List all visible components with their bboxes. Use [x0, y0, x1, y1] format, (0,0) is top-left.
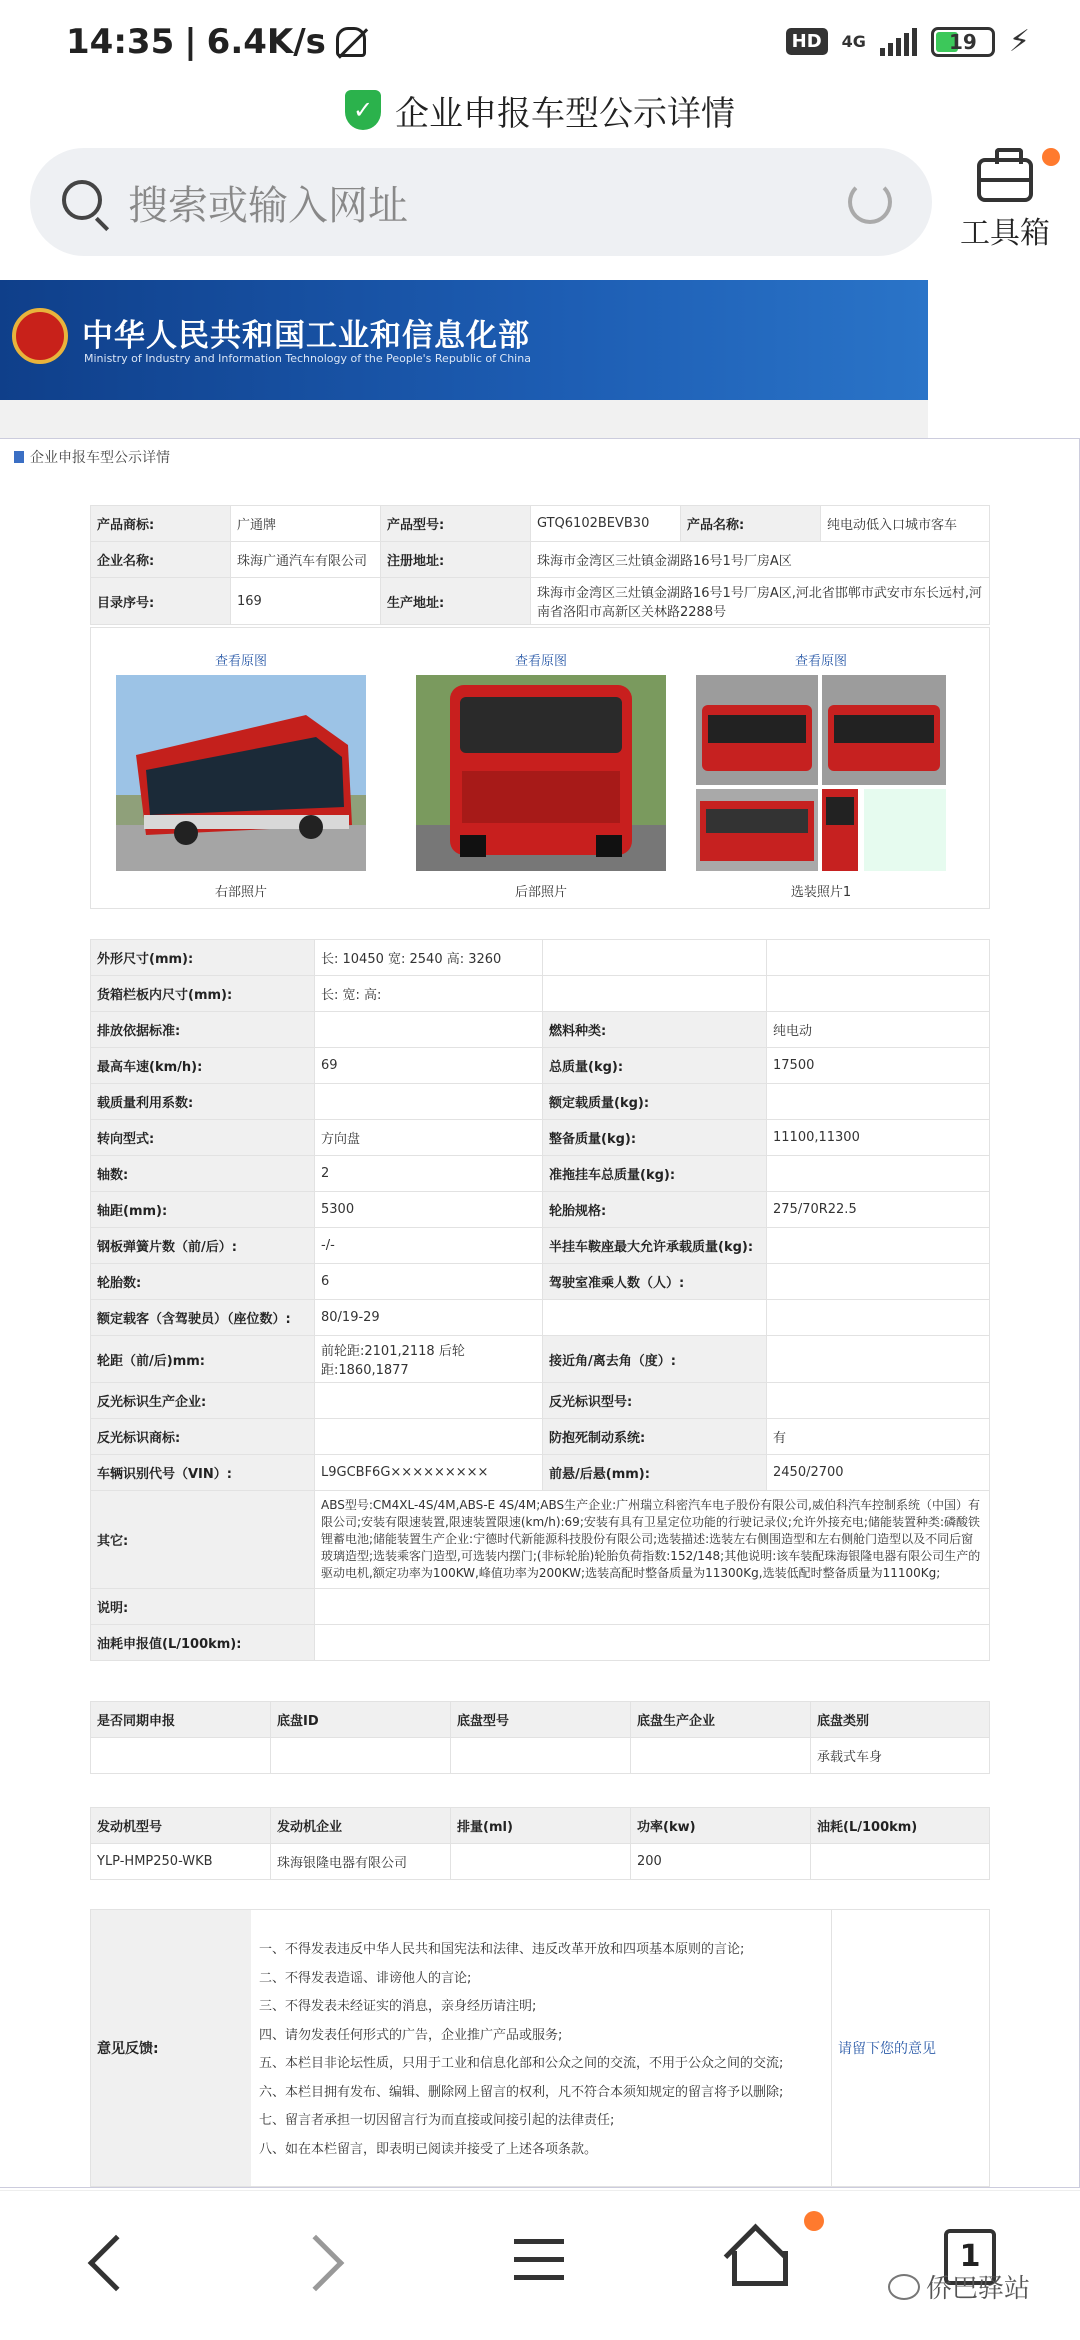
charging-icon: ⚡	[1008, 24, 1030, 59]
refresh-icon[interactable]	[848, 180, 892, 224]
spec-label: 整备质量(kg):	[543, 1120, 767, 1156]
spec-label: 防抱死制动系统:	[543, 1419, 767, 1455]
photo-caption-rear: 后部照片	[514, 885, 567, 900]
spec-row-note	[91, 1589, 990, 1625]
spec-label: 驾驶室准乘人数（人）:	[543, 1264, 767, 1300]
chassis-header: 底盘生产企业	[631, 1702, 811, 1738]
spec-value	[767, 1084, 990, 1120]
breadcrumb	[14, 447, 170, 467]
breadcrumb-label: 企业申报车型公示详情	[30, 450, 170, 466]
view-original-link[interactable]: 查看原图	[794, 654, 847, 669]
page-title: 企业申报车型公示详情	[395, 93, 735, 134]
status-left: 14:35 | 6.4K/s	[66, 22, 366, 62]
feedback-rule: 一、不得发表违反中华人民共和国宪法和法律、违反改革开放和四项基本原则的言论;	[259, 1942, 745, 1957]
spec-value: 纯电动	[767, 1012, 990, 1048]
spec-value	[767, 1300, 990, 1336]
spec-label	[543, 976, 767, 1012]
photo-right	[111, 628, 371, 900]
spec-label	[543, 1300, 767, 1336]
battery-icon	[931, 27, 995, 57]
spec-value: 有	[767, 1419, 990, 1455]
forward-button[interactable]	[296, 2243, 336, 2313]
spec-label: 轮胎数:	[91, 1264, 315, 1300]
network-type: 4G	[841, 31, 866, 51]
feedback-label: 意见反馈:	[91, 1910, 251, 2186]
spec-label: 反光标识型号:	[543, 1383, 767, 1419]
page-title-bar	[0, 80, 1080, 140]
bus-side-image	[116, 675, 366, 871]
spec-row	[91, 1383, 990, 1419]
spec-row	[91, 1455, 990, 1491]
spec-value	[767, 1156, 990, 1192]
spec-value	[767, 976, 990, 1012]
home-notification-dot	[804, 2211, 824, 2231]
spec-label: 总质量(kg):	[543, 1048, 767, 1084]
spec-value	[767, 1228, 990, 1264]
value-reg-address: 珠海市金湾区三灶镇金湖路16号1号厂房A区	[531, 542, 990, 578]
chassis-header: 是否同期申报	[91, 1702, 271, 1738]
value-brand: 广通牌	[231, 506, 381, 542]
value-catalog-no: 169	[231, 578, 381, 625]
spec-label: 额定载客（含驾驶员）（座位数）:	[91, 1300, 315, 1336]
view-original-link[interactable]: 查看原图	[214, 654, 267, 669]
spec-row-oil	[91, 1625, 990, 1661]
spec-row	[91, 1228, 990, 1264]
detail-page	[0, 438, 1080, 2188]
toolbox-button[interactable]	[950, 150, 1060, 260]
home-button[interactable]	[728, 2227, 782, 2297]
spec-row	[91, 976, 990, 1012]
spec-value: 长: 10450 宽: 2540 高: 3260	[315, 940, 543, 976]
spec-row-other	[91, 1491, 990, 1589]
spec-label: 轮胎规格:	[543, 1192, 767, 1228]
spec-value: L9GCBF6G×××××××××	[315, 1455, 543, 1491]
bus-optional-image	[696, 675, 946, 871]
spec-value: 80/19-29	[315, 1300, 543, 1336]
engine-header: 排量(ml)	[451, 1808, 631, 1844]
spec-label: 货箱栏板内尺寸(mm):	[91, 976, 315, 1012]
engine-header: 功率(kw)	[631, 1808, 811, 1844]
tabs-count: 1	[944, 2229, 996, 2285]
value-other: ABS型号:CM4XL-4S/4M,ABS-E 4S/4M;ABS生产企业:广州瑞立科密汽车电子股份有限公司,威伯科汽车控制系统（中国）有限公司;安装有限速装置,限速装置限速(km/h):69;安装有具有卫星定位功能的行驶记录仪;允许外接充电;储能装置种类:磷酸铁锂蓄电池;储能装置生产企业:宁德时代新能源科技股份有限公司;选装描述:选装左右侧围造型和左右侧舱门造型以及不同后窗玻璃造型;选装乘客门造型,可选装内摆门;(非标轮胎)轮胎负荷指数:152/148;其他说明:该车装配珠海银隆电器有限公司生产的驱动电机,额定功率为100KW,峰值功率为200KW;选装高配时整备质量为11300Kg,选装低配时整备质量为11100Kg;	[315, 1491, 990, 1589]
label-model: 产品型号:	[381, 506, 531, 542]
spec-label: 转向型式:	[91, 1120, 315, 1156]
basic-info-table	[90, 505, 990, 625]
view-original-link[interactable]: 查看原图	[514, 654, 567, 669]
value-prod-address: 珠海市金湾区三灶镇金湖路16号1号厂房A区,河北省邯郸市武安市东长远村,河南省洛阳市高新区关林路2288号	[531, 578, 990, 625]
chassis-cell	[631, 1738, 811, 1774]
spec-value	[767, 1336, 990, 1383]
spec-value: 2	[315, 1156, 543, 1192]
engine-cell	[451, 1844, 631, 1880]
feedback-rule: 五、本栏目非论坛性质，只用于工业和信息化部和公众之间的交流，不用于公众之间的交流;	[259, 2056, 784, 2071]
notification-dot	[1042, 148, 1060, 166]
spec-value: 5300	[315, 1192, 543, 1228]
spec-label: 轴数:	[91, 1156, 315, 1192]
engine-cell: 200	[631, 1844, 811, 1880]
feedback-rule: 二、不得发表造谣、诽谤他人的言论;	[259, 1970, 472, 1986]
spec-value: 275/70R22.5	[767, 1192, 990, 1228]
bell-off-icon	[336, 27, 366, 57]
bus-right-photo[interactable]	[116, 675, 366, 871]
engine-cell	[811, 1844, 990, 1880]
spec-label: 轴距(mm):	[91, 1192, 315, 1228]
feedback-rule: 七、留言者承担一切因留言行为而直接或间接引起的法律责任;	[259, 2113, 615, 2128]
toolbox-icon	[977, 158, 1033, 202]
bus-rear-photo[interactable]	[416, 675, 666, 871]
spec-value	[767, 940, 990, 976]
search-input[interactable]	[30, 148, 932, 256]
engine-header: 发动机企业	[271, 1808, 451, 1844]
feedback-rule: 六、本栏目拥有发布、编辑、删除网上留言的权利，凡不符合本须知规定的留言将予以删除;	[259, 2084, 784, 2100]
spec-value	[767, 1383, 990, 1419]
bus-rear-image	[416, 675, 666, 871]
wechat-icon	[888, 2274, 920, 2300]
ministry-name-cn: 中华人民共和国工业和信息化部	[82, 318, 530, 354]
label-brand: 产品商标:	[91, 506, 231, 542]
photo-optional	[691, 628, 951, 900]
banner-strip	[0, 400, 928, 438]
spec-label: 额定载质量(kg):	[543, 1084, 767, 1120]
spec-value: 69	[315, 1048, 543, 1084]
spec-label: 前悬/后悬(mm):	[543, 1455, 767, 1491]
network-speed: 6.4K/s	[206, 22, 326, 62]
value-company: 珠海广通汽车有限公司	[231, 542, 381, 578]
spec-row	[91, 1120, 990, 1156]
label-oil: 油耗申报值(L/100km):	[91, 1625, 315, 1661]
hd-badge: HD	[786, 28, 828, 55]
spec-label: 排放依据标准:	[91, 1012, 315, 1048]
spec-table	[90, 939, 990, 1661]
back-arrow-icon	[88, 2235, 145, 2292]
value-product-name: 纯电动低入口城市客车	[821, 506, 990, 542]
value-model: GTQ6102BEVB30	[531, 506, 681, 542]
status-time: 14:35	[66, 22, 175, 62]
photo-rear	[411, 628, 671, 900]
spec-row	[91, 1419, 990, 1455]
chassis-cell	[451, 1738, 631, 1774]
ministry-name-en: Ministry of Industry and Information Technology of the People's Republic of China	[84, 352, 531, 365]
feedback-rule: 三、不得发表未经证实的消息，亲身经历请注明;	[259, 1999, 537, 2014]
engine-header: 油耗(L/100km)	[811, 1808, 990, 1844]
leave-comment-link[interactable]: 请留下您的意见	[831, 1910, 991, 2186]
status-bar	[0, 0, 1080, 84]
spec-row	[91, 1264, 990, 1300]
battery-level: 19	[949, 29, 977, 54]
spec-row	[91, 1048, 990, 1084]
ministry-banner	[0, 280, 928, 400]
bottom-nav	[0, 2190, 1080, 2340]
spec-value	[315, 1383, 543, 1419]
search-icon	[62, 180, 102, 220]
national-emblem-icon	[12, 308, 68, 364]
spec-value	[315, 1084, 543, 1120]
menu-button[interactable]	[514, 2239, 564, 2309]
feedback-rule: 四、请勿发表任何形式的广告，企业推广产品或服务;	[259, 2027, 563, 2043]
spec-label: 半挂车鞍座最大允许承载质量(kg):	[543, 1228, 767, 1264]
spec-value: 方向盘	[315, 1120, 543, 1156]
spec-row	[91, 1012, 990, 1048]
spec-value: 前轮距:2101,2118 后轮距:1860,1877	[315, 1336, 543, 1383]
photo-gallery	[90, 627, 990, 909]
back-button[interactable]	[96, 2243, 136, 2313]
home-icon	[728, 2227, 782, 2279]
spec-value: 11100,11300	[767, 1120, 990, 1156]
spec-label: 外形尺寸(mm):	[91, 940, 315, 976]
feedback-rules	[259, 1936, 783, 2164]
verified-shield-icon: ✓	[345, 90, 381, 130]
spec-row	[91, 1336, 990, 1383]
spec-label: 车辆识别代号（VIN）:	[91, 1455, 315, 1491]
label-catalog-no: 目录序号:	[91, 578, 231, 625]
spec-value: 长: 宽: 高:	[315, 976, 543, 1012]
spec-label: 反光标识商标:	[91, 1419, 315, 1455]
label-other: 其它:	[91, 1491, 315, 1589]
search-placeholder: 搜索或输入网址	[128, 183, 408, 229]
spec-row	[91, 1300, 990, 1336]
feedback-section	[90, 1909, 990, 2187]
engine-header: 发动机型号	[91, 1808, 271, 1844]
spec-label: 轮距（前/后)mm:	[91, 1336, 315, 1383]
label-prod-address: 生产地址:	[381, 578, 531, 625]
forward-arrow-icon	[288, 2235, 345, 2292]
chassis-cell: 承载式车身	[811, 1738, 990, 1774]
spec-value: -/-	[315, 1228, 543, 1264]
spec-value	[315, 1012, 543, 1048]
spec-label: 准拖挂车总质量(kg):	[543, 1156, 767, 1192]
spec-row	[91, 1084, 990, 1120]
chassis-header: 底盘ID	[271, 1702, 451, 1738]
signal-icon	[880, 28, 917, 56]
chassis-cell	[271, 1738, 451, 1774]
label-company: 企业名称:	[91, 542, 231, 578]
label-note: 说明:	[91, 1589, 315, 1625]
spec-label: 接近角/离去角（度）:	[543, 1336, 767, 1383]
spec-label	[543, 940, 767, 976]
page-icon	[14, 451, 24, 463]
chassis-header: 底盘类别	[811, 1702, 990, 1738]
spec-value: 2450/2700	[767, 1455, 990, 1491]
bus-optional-photo[interactable]	[696, 675, 946, 871]
spec-value: 6	[315, 1264, 543, 1300]
toolbox-label: 工具箱	[960, 216, 1050, 251]
status-right	[786, 24, 1030, 59]
watermark-text: 侨巴驿站	[926, 2274, 1031, 2304]
chassis-table	[90, 1701, 990, 1774]
spec-row	[91, 1192, 990, 1228]
spec-value: 17500	[767, 1048, 990, 1084]
engine-cell: 珠海银隆电器有限公司	[271, 1844, 451, 1880]
spec-label: 反光标识生产企业:	[91, 1383, 315, 1419]
photo-caption-optional: 选装照片1	[790, 885, 852, 900]
spec-value	[767, 1264, 990, 1300]
photo-caption-right: 右部照片	[214, 885, 267, 900]
chassis-cell	[91, 1738, 271, 1774]
feedback-rule: 八、如在本栏留言，即表明已阅读并接受了上述各项条款。	[259, 2141, 598, 2157]
engine-cell: YLP-HMP250-WKB	[91, 1844, 271, 1880]
spec-row	[91, 940, 990, 976]
spec-value	[315, 1419, 543, 1455]
label-reg-address: 注册地址:	[381, 542, 531, 578]
watermark	[888, 2268, 1030, 2305]
spec-label: 燃料种类:	[543, 1012, 767, 1048]
spec-label: 钢板弹簧片数（前/后）:	[91, 1228, 315, 1264]
spec-label: 最高车速(km/h):	[91, 1048, 315, 1084]
spec-label: 载质量利用系数:	[91, 1084, 315, 1120]
label-product-name: 产品名称:	[681, 506, 821, 542]
spec-row	[91, 1156, 990, 1192]
chassis-header: 底盘型号	[451, 1702, 631, 1738]
engine-table	[90, 1807, 990, 1880]
